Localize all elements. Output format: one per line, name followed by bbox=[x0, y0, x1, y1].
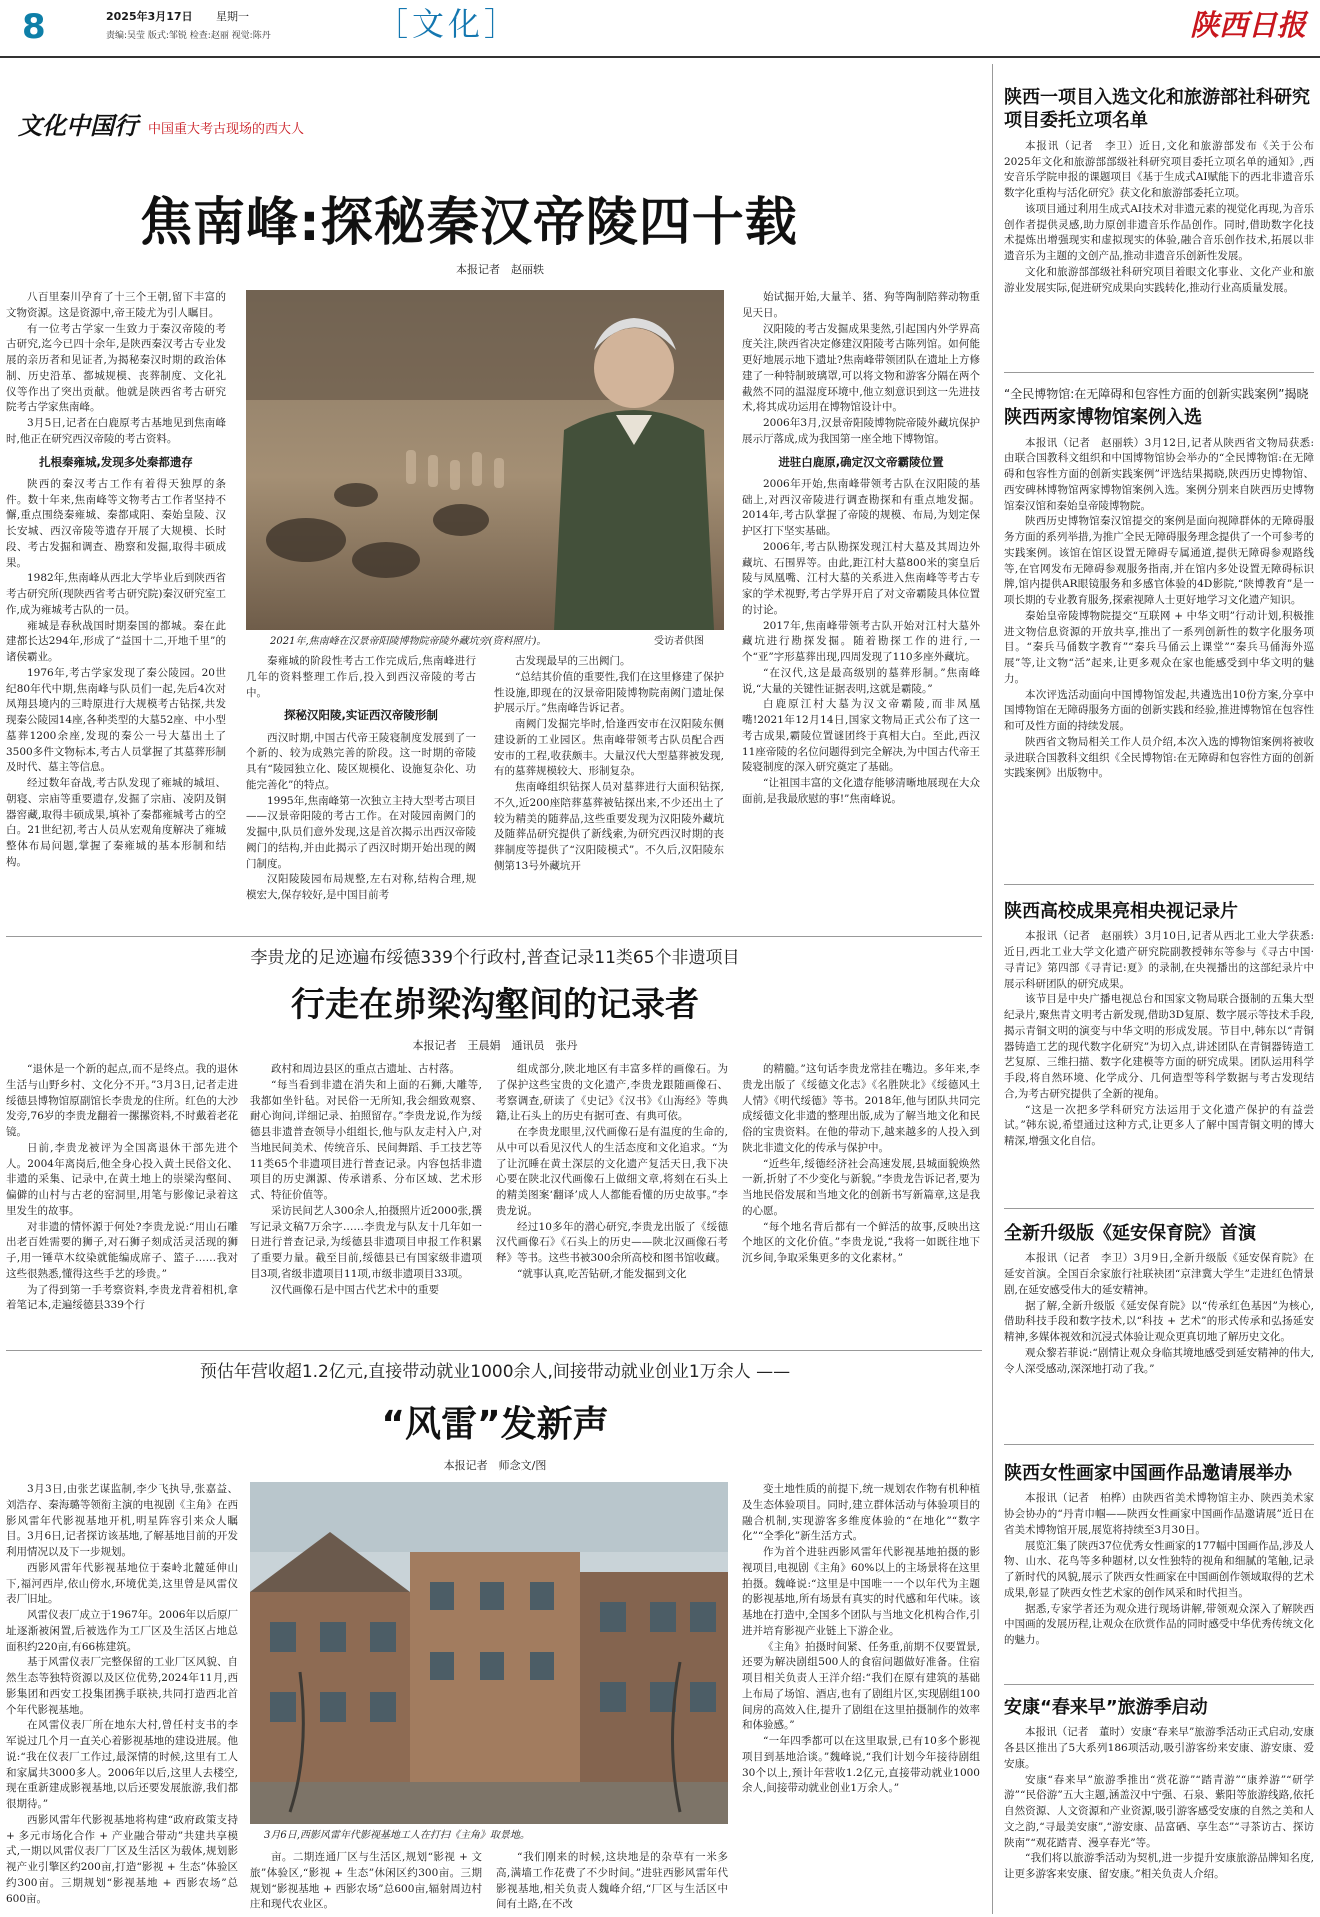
paragraph: 亩。二期连通厂区与生活区,规划“影视 + 文旅”体验区,“影视 + 生态”休闲区约300亩。三期规划“影视基地 + 西影农场”总600亩,辐射周边村庄和现代农业区。 bbox=[250, 1851, 482, 1911]
paragraph: 雍城是春秋战国时期秦国的都城。秦在此建都长达294年,形成了“益国十二,开地千里”的诸侯霸业。 bbox=[6, 619, 226, 663]
feature1-photo-caption: 2021年,焦南峰在汉景帝阳陵博物院帝陵外藏坑旁(资料照片)。 bbox=[270, 636, 547, 647]
paragraph: 2006年开始,焦南峰带领考古队在汉阳陵的基础上,对西汉帝陵进行调查勘探和有重点地发掘。2014年,考古队掌握了帝陵的规模、布局,为划定保护区打下坚实基础。 bbox=[742, 477, 980, 537]
paragraph: 风雷仪表厂成立于1967年。2006年以后原厂址逐渐被闲置,后被选作为工厂区及生活区占地总面积约220亩,有66栋建筑。 bbox=[6, 1609, 238, 1653]
paragraph: 1995年,焦南峰第一次独立主持大型考古项目——汉景帝阳陵的考古工作。在对陵园南阙门的发掘中,队员们意外发现,这是首次揭示出西汉帝陵阙门的结构,并由此揭示了西汉时期开始出现的阙门制度。 bbox=[246, 794, 476, 870]
paragraph: 西汉时期,中国古代帝王陵寝制度发展到了一个新的、较为成熟完善的阶段。这一时期的帝陵具有“陵园独立化、陵区规模化、设施复杂化、功能完善化”的特点。 bbox=[246, 731, 476, 791]
paragraph: “退休是一个新的起点,而不是终点。我的退休生活与山野乡村、文化分不开。”3月3日,记者走进绥德县博物馆原副馆长李贵龙的住所。红色的大沙发旁,76岁的李贵龙翻着一摞摞资料,不时戴着老花镜。 bbox=[6, 1063, 238, 1138]
issue-date: 2025年3月17日 bbox=[106, 10, 193, 23]
divider bbox=[1004, 1684, 1314, 1685]
page-number: 8 bbox=[22, 7, 46, 47]
sidebar-article-kicker: “全民博物馆:在无障碍和包容性方面的创新实践案例”揭晓 bbox=[1004, 387, 1309, 401]
paragraph: 对非遗的情怀源于何处?李贵龙说:“用山石雕出老百姓需要的狮子,对石狮子刻成活灵活现的狮子,用一锤草木纹染就能编成席子、篮子……我对这些很熟悉,懂得这些手艺的珍贵。” bbox=[6, 1220, 238, 1280]
divider bbox=[1004, 1444, 1314, 1445]
feature3-kicker: 预估年营收超1.2亿元,直接带动就业1000余人,间接带动就业创业1万余人 —— bbox=[199, 1362, 791, 1382]
feature1-col4 bbox=[742, 290, 980, 928]
paragraph: “我们将以旅游季活动为契机,进一步提升安康旅游品牌知名度,让更多游客来安康、留安康。”相关负责人介绍。 bbox=[1004, 1852, 1314, 1881]
paragraph: 该节目是中央广播电视总台和国家文物局联合摄制的五集大型纪录片,聚焦青文明考古新发现,借助3D复原、数字展示等技术手段,揭示青铜文明的演变与中华文明的形成发展。节目中,韩东以“青铜器铸造工艺的现代数字化研究”为切入点,讲述团队在青铜器铸造工艺复原、三维扫描、数字化建模等方面的研究成果。团队运用科学手段,将自然环境、化学成分、几何造型等科学数据与考古发现结合,为考古研究提供了全新的视角。 bbox=[1004, 993, 1314, 1100]
sidebar-article-title: 陕西女性画家中国画作品邀请展举办 bbox=[1004, 1463, 1292, 1484]
sidebar-article-title: 安康“春来早”旅游季启动 bbox=[1004, 1697, 1208, 1718]
paragraph: 焦南峰组织钻探人员对墓葬进行大面积钻探,不久,近200座陪葬墓葬被钻探出来,不少还出土了较为精美的随葬品,这些重要发现为汉阳陵外藏坑及随葬品研究提供了新线索,为研究西汉时期的丧葬制度等提供了“汉阳陵模式”。不久后,汉阳陵东侧第13号外藏坑开 bbox=[494, 781, 724, 872]
feature1-photo bbox=[246, 290, 724, 630]
paragraph: 汉阳陵陵园布局规整,左右对称,结构合理,规模宏大,保存较好,是中国目前考 bbox=[246, 873, 476, 901]
sidebar-article bbox=[1004, 86, 1314, 360]
feature3-photo-caption: 3月6日,西影风雷年代影视基地工人在打扫《主角》取景地。 bbox=[264, 1830, 530, 1841]
feature2-kicker: 李贵龙的足迹遍布绥德339个行政村,普查记录11类65个非遗项目 bbox=[250, 948, 740, 968]
paragraph: 经过数年奋战,考古队发现了雍城的城垣、朝寝、宗庙等重要遗存,发掘了宗庙、凌阴及铜器窖藏,取得丰硕成果,填补了秦都雍城考古的空白。21世纪初,考古人员从宏观角度解决了雍城整体布局问题,掌握了秦雍城的基本形制和结构。 bbox=[6, 777, 226, 868]
paragraph: 3月5日,记者在白鹿原考古基地见到焦南峰时,他正在研究西汉帝陵的考古资料。 bbox=[6, 417, 226, 445]
paragraph: 1976年,考古学家发现了秦公陵园。20世纪80年代中期,焦南峰与队员们一起,先后4次对凤翔县境内的三畤原进行大规模考古钻探,共发现秦公陵园14座,各种类型的大墓52座、中小型墓葬1200余座,发现的秦公一号大墓出土了3500多件文物标本,考古人员掌握了其墓葬形制及时代、墓主等信息。 bbox=[6, 666, 226, 774]
paragraph: “这是一次把多学科研究方法运用于文化遗产保护的有益尝试。”韩东说,希望通过这种方式,让更多人了解中国青铜文明的博大精深,增强文化自信。 bbox=[1004, 1103, 1314, 1148]
paragraph: 变土地性质的前提下,统一规划农作物有机种植及生态体验项目。同时,建立群体活动与体验项目的融合机制,实现游客多维度体验的“在地化”“数字化”“全季化”新生活方式。 bbox=[742, 1483, 980, 1543]
paragraph: 陕西历史博物馆秦汉馆提交的案例是面向视障群体的无障碍服务方面的系列举措,为推广全民无障碍服务理念提供了一个可参考的实践案例。该馆在馆区设置无障碍专属通道,提供无障碍参观路线等,在官网发布无障碍参观服务指南,并在馆内多处设置无障碍标识牌,馆内提供AR眼镜服务和多感官体验的4D影院,“陕博教育”是一项长期的专业教育服务,探索视障人士更好地学习文化遗产知识。 bbox=[1004, 515, 1314, 607]
paragraph: 南阙门发掘完毕时,恰逢西安市在汉阳陵东侧建设新的工业园区。焦南峰带领考古队员配合西安市的工程,收获颇丰。大量汉代大型墓葬被发现,有的墓葬规模较大、形制复杂。 bbox=[494, 718, 724, 778]
staff-credits: 责编:吴莹 版式:邹锐 检查:赵丽 视觉:陈丹 bbox=[106, 31, 271, 41]
paragraph: 陕西的秦汉考古工作有着得天独厚的条件。数十年来,焦南峰等文物考古工作者坚持不懈,重点围绕秦雍城、秦都咸阳、秦始皇陵、汉长安城、西汉帝陵等遗存开展了大规模、长时段、考古发掘和调查、勘察和发掘,取得丰硕成果。 bbox=[6, 477, 226, 569]
paragraph: 2017年,焦南峰带领考古队开始对江村大墓外藏坑进行勘探发掘。随着勘探工作的进行,一个“亚”字形墓葬出现,四周发现了110多座外藏坑。 bbox=[742, 619, 980, 663]
paragraph: 本报讯（记者 柏桦）由陕西省美术博物馆主办、陕西美术家协会协办的“丹青巾帼——陕西女性画家中国画作品邀请展”近日在省美术博物馆开展,展览将持续至3月30日。 bbox=[1004, 1492, 1314, 1536]
paragraph: 在李贵龙眼里,汉代画像石是有温度的生命的,从中可以看见汉代人的生活态度和文化追求。“为了让沉睡在黄土深层的文化遗产复活天日,我下决心要在陕北汉代画像石上做细文章,将刻在石头上的精美图案‘翻译’成人人都能看懂的历史故事。”李贵龙说。 bbox=[496, 1126, 728, 1217]
paragraph: 安康“春来早”旅游季推出“赏花游”“踏青游”“康养游”“研学游”“民俗游”五大主题,涵盖汉中宁强、石泉、紫阳等旅游线路,依托自然资源、人文资源和产业资源,吸引游客感受安康的自然之美和人文之韵,“寻最美安康”,“游安康、品富硒、享生态”“寻茶访古、探访陕南”“观花踏青、漫享春光”等。 bbox=[1004, 1773, 1314, 1849]
paragraph: 的精髓。”这句话李贵龙常挂在嘴边。多年来,李贵龙出版了《绥德文化志》《名胜陕北》《绥德风土人情》《明代绥德》等书。2018年,他与团队共同完成绥德文化非遗的整理出版,成为了解当地文化和民俗的宝贵资料。在他的带动下,越来越多的人投入到陕北非遗文化的传承与保护中。 bbox=[742, 1063, 980, 1154]
paragraph: 本报讯（记者 赵丽轶）3月10日,记者从西北工业大学获悉:近日,西北工业大学文化遗产研究院副教授韩东等参与《寻古中国·寻青记》第四部《寻青记:夏》的录制,在央视播出的这部纪录片中展示科研团队的研究成果。 bbox=[1004, 930, 1314, 990]
paragraph: 日前,李贵龙被评为全国离退休干部先进个人。2004年离岗后,他全身心投入黄土民俗文化、非遗的采集、记录中,在黄土地上的崇梁沟壑间、偏僻的山村与古老的窑洞里,用笔与影像记录着这里发生的故事。 bbox=[6, 1141, 238, 1217]
divider bbox=[1004, 1208, 1314, 1209]
paragraph: 本报讯（记者 赵丽轶）3月12日,记者从陕西省文物局获悉:由联合国教科文组织和中国博物馆协会举办的“全民博物馆:在无障碍和包容性方面的创新实践案例”评选结果揭晓,陕西历史博物馆、西安碑林博物馆两家博物馆案例入选。案例分别来自陕西历史博物馆秦汉馆和秦始皇帝陵博物院。 bbox=[1004, 436, 1314, 512]
subhead: 探秘汉阳陵,实证西汉帝陵形制 bbox=[284, 708, 438, 723]
sidebar-article-title: 陕西高校成果亮相央视记录片 bbox=[1004, 901, 1238, 922]
paragraph: “我们刚来的时候,这块地是的杂草有一米多高,满墙工作花费了不少时间。”进驻西影风雷年代影视基地,相关负责人魏峰介绍,“厂区与生活区中间有土路,在不改 bbox=[496, 1851, 728, 1911]
subhead: 扎根秦雍城,发现多处秦都遗存 bbox=[39, 454, 193, 469]
paragraph: 政村和周边县区的重点古遗址、古村落。 bbox=[271, 1063, 460, 1075]
paragraph: 3月3日,由张艺谋监制,李少飞执导,张嘉益、刘浩存、秦海璐等领衔主演的电视剧《主角》在西影风雷年代影视基地开机,明星阵容引来众人瞩目。3月6日,记者探访该基地,了解基地目前的开发利用情况以及下一步规划。 bbox=[6, 1483, 238, 1558]
paragraph: 八百里秦川孕育了十三个王朝,留下丰富的文物资源。这是资源中,帝王陵尤为引人瞩目。 bbox=[6, 291, 226, 319]
paragraph: 在风雷仪表厂所在地东大村,曾任村支书的李军说过几个月一直关心着影视基地的建设进展。他说:“我在仪表厂工作过,最深情的时候,这里有工人和家属共3000多人。2006年以后,这里人去楼空,现在重新建成影视基地,以后还要发展旅游,我们都很期待。” bbox=[6, 1719, 238, 1810]
paragraph: 经过10多年的潜心研究,李贵龙出版了《绥德汉代画像石》《石头上的历史——陕北汉画像石考释》等书。这些书被300余所高校和图书馆收藏。 bbox=[496, 1220, 728, 1264]
paragraph: 有一位考古学家一生致力于秦汉帝陵的考古研究,迄今已四十余年,是陕西秦汉考古专业发展的亲历者和见证者,为揭秘秦汉时期的政治体制、历史沿革、都城规模、丧葬制度、文化礼仪等作出了突出贡献。他就是陕西省考古研究院考古学家焦南峰。 bbox=[6, 322, 226, 414]
sidebar-article bbox=[1004, 1462, 1314, 1694]
page-header bbox=[0, 0, 1320, 54]
paragraph: 本报讯（记者 董时）安康“春来早”旅游季活动正式启动,安康各县区推出了5大系列186项活动,吸引游客纷来安康、游安康、爱安康。 bbox=[1004, 1726, 1314, 1770]
paragraph: 始试掘开始,大量羊、猪、狗等陶制陪葬动物重见天日。 bbox=[742, 291, 980, 319]
paragraph: 作为首个进驻西影风雷年代影视基地拍摄的影视项目,电视剧《主角》60%以上的主场景将在这里拍摄。魏峰说:“这里是中国唯一一个以年代为主题的影视基地,所有场景有真实的时代感和年代味。该基地在打造中,全国多个团队与当地文化机构合作,引进并培育影视产业链上下游企业。 bbox=[742, 1546, 980, 1637]
feature2-col4 bbox=[742, 1062, 980, 1344]
paragraph: “每个地名背后都有一个鲜活的故事,反映出这个地区的文化价值。”李贵龙说,“我将一如既往地下沉乡间,争取采集更多的文化素材。” bbox=[742, 1220, 980, 1264]
divider bbox=[6, 936, 982, 937]
paragraph: 本报讯（记者 李卫）3月9日,全新升级版《延安保育院》在延安首演。全国百余家旅行社联袂团“京津冀大学生”走进红色情景剧,在延安感受伟大的延安精神。 bbox=[1004, 1252, 1314, 1296]
feature3-byline: 本报记者 师念文/图 bbox=[443, 1459, 547, 1472]
paragraph: 本报讯（记者 李卫）近日,文化和旅游部发布《关于公布2025年文化和旅游部部级社科研究项目委托立项名单的通知》,西安音乐学院申报的课题项目《基于生成式AI赋能下的西北非遗音乐数字化重构与活化研究》获文化和旅游部委托立项。 bbox=[1004, 139, 1314, 200]
divider bbox=[1004, 884, 1314, 885]
divider bbox=[1004, 372, 1314, 373]
paragraph: 秦雍城的阶段性考古工作完成后,焦南峰进行几年的资料整理工作后,投入到西汉帝陵的考古中。 bbox=[246, 655, 476, 699]
paragraph: 为了得到第一手考察资料,李贵龙背着相机,拿着笔记本,走遍绥德县339个行 bbox=[6, 1283, 238, 1312]
paragraph: 秦始皇帝陵博物院提交“互联网 + 中华文明”行动计划,积极推进文物信息资源的开放共享,推出了一系列创新性的数字化服务项目。“秦兵马俑数字教育”“秦兵马俑云上课堂”“秦兵马俑海外巡展”等,让文物“活”起来,让更多观众在家也能感受到中华文明的魅力。 bbox=[1004, 609, 1314, 685]
feature3-col4 bbox=[742, 1482, 980, 1914]
feature1-title: 焦南峰:探秘秦汉帝陵四十载 bbox=[140, 193, 798, 253]
feature3-title: “风雷”发新声 bbox=[381, 1404, 609, 1445]
feature1-photo-credit: 受访者供图 bbox=[654, 636, 704, 647]
section-name: ［文化］ bbox=[376, 5, 521, 43]
paragraph: 本次评选活动面向中国博物馆发起,共遴选出10份方案,分享中国博物馆在无障碍服务方面的创新实践和经验,推进博物馆在包容性和可及性方面的持续发展。 bbox=[1004, 688, 1314, 733]
sidebar-article-title: 全新升级版《延安保育院》首演 bbox=[1004, 1223, 1256, 1244]
sidebar-article bbox=[1004, 1222, 1314, 1402]
paragraph: “每当看到非遗在消失和上面的石狮,大雕等,我都如坐针毡。对民俗一无所知,我会细致观察、耐心询问,详细记录、拍照留存。”李贵龙说,作为绥德县非遗普查领导小组组长,他与队友走村入户,对当地民间美术、传统音乐、民间舞蹈、手工技艺等11类65个非遗项目进行普查记录。内容包括非遗项目的历史渊源、传承谱系、分布区域、艺术形式、特征价值等。 bbox=[250, 1078, 482, 1201]
paragraph: 西影风雷年代影视基地位于秦岭北麓延伸山下,福河西岸,依山傍水,环境优美,这里曾是风雷仪表厂旧址。 bbox=[6, 1561, 238, 1606]
column-tag: 中国重大考古现场的西大人 bbox=[148, 122, 305, 137]
paragraph: 据悉,专家学者还为观众进行现场讲解,带领观众深入了解陕西中国画的发展历程,让观众在欣赏作品的同时感受中华优秀传统文化的魅力。 bbox=[1004, 1602, 1314, 1647]
paragraph: 白鹿原江村大墓为汉文帝霸陵,而非凤凰嘴!2021年12月14日,国家文物局正式公布了这一考古成果,霸陵位置谜团终于真相大白。至此,西汉11座帝陵的名位问题得到完全解决,为中国古代帝王陵寝制度的深入研究奠定了基础。 bbox=[742, 698, 980, 774]
sidebar-article-title: 陕西一项目入选文化和旅游部社科研究项目委托立项名单 bbox=[1004, 87, 1310, 132]
sidebar-article bbox=[1004, 386, 1314, 878]
sidebar-article bbox=[1004, 1696, 1314, 1914]
feature3-col1 bbox=[6, 1482, 238, 1914]
paragraph: 陕西省文物局相关工作人员介绍,本次入选的博物馆案例将被收录进联合国教科文组织《全民博物馆:在无障碍和包容性方面的创新实践案例》出版物中。 bbox=[1004, 735, 1314, 780]
header-rule bbox=[0, 56, 1320, 58]
subhead: 进驻白鹿原,确定汉文帝霸陵位置 bbox=[778, 454, 944, 469]
paragraph: “总结其价值的重要性,我们在这里修建了保护性设施,即现在的汉景帝阳陵博物院南阙门遗址保护展示厅。”焦南峰告诉记者。 bbox=[494, 670, 724, 715]
newspaper-logo: 陕西日报 bbox=[1190, 8, 1307, 42]
paragraph: 古发现最早的三出阙门。 bbox=[515, 655, 631, 667]
paragraph: 汉代画像石是中国古代艺术中的重要 bbox=[271, 1283, 439, 1296]
paragraph: “在汉代,这是最高级别的墓葬形制。”焦南峰说,“大量的关键性证据表明,这就是霸陵。” bbox=[742, 666, 980, 695]
feature1-col1 bbox=[6, 290, 226, 925]
paragraph: 2006年,考古队勘探发现江村大墓及其周边外藏坑、石围界等。由此,距江村大墓800米的窦皇后陵与凤凰嘴、江村大墓的关系进入焦南峰等考古专家的学术视野,考古学界开启了对文帝霸陵具体位置的讨论。 bbox=[742, 540, 980, 616]
paragraph: 汉阳陵的考古发掘成果斐然,引起国内外学界高度关注,陕西省决定修建汉阳陵考古陈列馆。如何能更好地展示地下遗址?焦南峰带领团队在遗址上方修建了一种特制玻璃罩,可以将文物和游客分隔在两个截然不同的温湿度环境中,他立刻意识到这一先进技术,将其成功运用在博物馆设计中。 bbox=[742, 322, 980, 414]
sidebar-divider bbox=[992, 64, 993, 1914]
paragraph: 据了解,全新升级版《延安保育院》以“传承红色基因”为核心,借助科技手段和数字技术,以“科技 + 艺术”的形式传承和弘扬延安精神,多媒体视效和沉浸式体验让观众更真切地了解历史文化。 bbox=[1004, 1299, 1314, 1344]
paragraph: 西影风雷年代影视基地将构建“政府政策支持 + 多元市场化合作 + 产业融合带动”共建共享模式,一期以风雷仪表厂厂区及生活区为载体,规划影视产业引擎区约200亩,打造“影视 + 生态”体验区约300亩。三期规划“影视基地 + 西影农场”总600亩。 bbox=[6, 1813, 238, 1905]
issue-weekday: 星期一 bbox=[216, 10, 249, 23]
feature2-byline: 本报记者 王晨娟 通讯员 张丹 bbox=[412, 1039, 578, 1052]
feature3-col3 bbox=[496, 1850, 728, 1914]
paragraph: 基于风雷仪表厂完整保留的工业厂区风貌、自然生态等独特资源以及区位优势,2024年11月,西影集团和西安工投集团携手联袂,共同打造西北首个年代影视基地。 bbox=[6, 1656, 238, 1716]
paragraph: “就事认真,吃苦钻研,才能发掘到文化 bbox=[517, 1267, 687, 1280]
paragraph: 观众黎若菲说:“剧情让观众身临其境地感受到延安精神的伟大,令人深受感动,深深地打动了我。” bbox=[1004, 1346, 1314, 1375]
paragraph: 文化和旅游部部级社科研究项目着眼文化事业、文化产业和旅游业发展实际,促进研究成果向实践转化,推动行业高质量发展。 bbox=[1004, 265, 1314, 294]
feature2-col3 bbox=[496, 1062, 728, 1344]
feature2-title: 行走在峁梁沟壑间的记录者 bbox=[291, 985, 699, 1025]
feature1-col3 bbox=[494, 654, 724, 928]
feature2-col2 bbox=[250, 1062, 482, 1344]
sidebar-article bbox=[1004, 900, 1314, 1206]
feature2-col1 bbox=[6, 1062, 238, 1344]
feature1-byline: 本报记者 赵丽轶 bbox=[456, 263, 544, 276]
paragraph: “让祖国丰富的文化遗存能够清晰地展现在大众面前,是我最欣慰的事!”焦南峰说。 bbox=[742, 777, 980, 805]
paragraph: “一年四季都可以在这里取景,已有10多个影视项目到基地洽谈。”魏峰说,“我们计划今年接待剧组30个以上,预计年营收1.2亿元,直接带动就业1000余人,间接带动就业创业1万余人。” bbox=[742, 1735, 980, 1795]
divider bbox=[6, 1350, 982, 1351]
column-logo: 文化中国行 bbox=[18, 111, 138, 140]
paragraph: 2006年3月,汉景帝阳陵博物院帝陵外藏坑保护展示厅落成,成为我国第一座全地下博物馆。 bbox=[742, 417, 980, 445]
paragraph: 展览汇集了陕西37位优秀女性画家的177幅中国画作品,涉及人物、山水、花鸟等多种题材,以女性独特的视角和细腻的笔触,记录了新时代的风貌,展示了陕西女性画家在中国画创作领域取得的艺术成果,彰显了陕西女性艺术家的创作风采和时代担当。 bbox=[1004, 1539, 1314, 1599]
paragraph: 采访民间艺人300余人,拍摄照片近2000张,撰写记录文稿7万余字……李贵龙与队友十几年如一日进行普查记录,为绥德县非遗项目申报工作积累了重要力量。截至目前,绥德县已有国家级非遗项目3项,省级非遗项目11项,市级非遗项目33项。 bbox=[250, 1204, 482, 1280]
paragraph: “近些年,绥德经济社会高速发展,县城面貌焕然一新,折射了不少变化与新貌。”李贵龙告诉记者,要为当地民俗发展和当地文化的创新书写新篇章,这是我的心愿。 bbox=[742, 1157, 980, 1217]
feature1-col2 bbox=[246, 654, 476, 928]
feature3-photo bbox=[250, 1482, 728, 1824]
paragraph: 组成部分,陕北地区有丰富多样的画像石。为了保护这些宝贵的文化遗产,李贵龙跟随画像石、考察调查,研读了《史记》《汉书》《山海经》等典籍,让石头上的历史有据可查、有典可依。 bbox=[496, 1063, 728, 1123]
feature3-col2 bbox=[250, 1850, 482, 1914]
paragraph: 该项目通过利用生成式AI技术对非遗元素的视觉化再现,为音乐创作者提供灵感,助力原创非遗音乐作品创作。同时,借助数字化技术提炼出增强现实和虚拟现实的体验,融合音乐创作技术,拓展以非遗音乐为主题的文创产品,推动非遗音乐创新性发展。 bbox=[1004, 202, 1314, 263]
paragraph: 1982年,焦南峰从西北大学毕业后到陕西省考古研究所(现陕西省考古研究院)秦汉研究室工作,成为雍城考古队的一员。 bbox=[6, 572, 226, 616]
paragraph: 《主角》拍摄时间紧、任务重,前期不仅要置景,还要为解决剧组500人的食宿问题做好准备。住宿项目相关负责人王洋介绍:“我们在原有建筑的基础上布局了场馆、酒店,也有了剧组片区,实现剧组100间房的高效入住,提升了剧组在这里拍摄制作的效率和体验感。” bbox=[742, 1640, 980, 1732]
sidebar-article-title: 陕西两家博物馆案例入选 bbox=[1004, 407, 1202, 429]
